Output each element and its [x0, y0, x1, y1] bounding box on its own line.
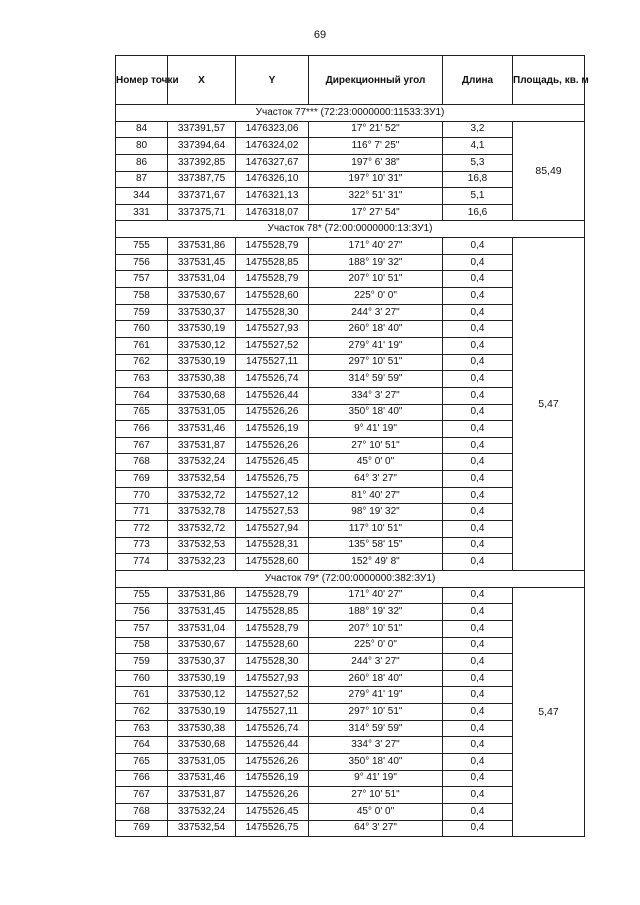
- cell-point-number: 761: [116, 337, 168, 354]
- cell-y-coordinate: 1475528,30: [236, 654, 309, 671]
- cell-length: 0,4: [443, 238, 513, 255]
- cell-point-number: 755: [116, 238, 168, 255]
- cell-point-number: 766: [116, 770, 168, 787]
- cell-length: 0,4: [443, 770, 513, 787]
- cell-x-coordinate: 337532,72: [168, 521, 236, 538]
- cell-y-coordinate: 1476327,67: [236, 154, 309, 171]
- cell-bearing: 297° 10' 51": [309, 354, 443, 371]
- cell-point-number: 769: [116, 471, 168, 488]
- cell-length: 0,4: [443, 604, 513, 621]
- cell-x-coordinate: 337530,68: [168, 387, 236, 404]
- cell-area: 5,47: [513, 587, 585, 837]
- cell-y-coordinate: 1475528,79: [236, 238, 309, 255]
- cell-length: 0,4: [443, 554, 513, 571]
- cell-point-number: 758: [116, 637, 168, 654]
- cell-length: 0,4: [443, 637, 513, 654]
- table-row: [116, 587, 585, 604]
- cell-point-number: 331: [116, 204, 168, 221]
- cell-y-coordinate: 1475526,45: [236, 454, 309, 471]
- cell-length: 0,4: [443, 704, 513, 721]
- cell-point-number: 86: [116, 154, 168, 171]
- cell-x-coordinate: 337531,86: [168, 238, 236, 255]
- cell-length: 0,4: [443, 288, 513, 305]
- cell-length: 0,4: [443, 471, 513, 488]
- cell-bearing: 152° 49' 8": [309, 554, 443, 571]
- cell-y-coordinate: 1475528,60: [236, 554, 309, 571]
- cell-area: 85,49: [513, 121, 585, 221]
- cell-point-number: 772: [116, 521, 168, 538]
- cell-y-coordinate: 1475527,12: [236, 487, 309, 504]
- cell-y-coordinate: 1476318,07: [236, 204, 309, 221]
- table-row: [116, 121, 585, 138]
- cell-bearing: 17° 27' 54": [309, 204, 443, 221]
- cell-y-coordinate: 1475527,53: [236, 504, 309, 521]
- cell-bearing: 188° 19' 32": [309, 254, 443, 271]
- cell-bearing: 116° 7' 25": [309, 138, 443, 155]
- cell-point-number: 760: [116, 321, 168, 338]
- cell-y-coordinate: 1475527,93: [236, 670, 309, 687]
- cell-x-coordinate: 337375,71: [168, 204, 236, 221]
- cell-length: 0,4: [443, 254, 513, 271]
- cell-bearing: 244° 3' 27": [309, 304, 443, 321]
- cell-y-coordinate: 1475526,74: [236, 371, 309, 388]
- cell-length: 0,4: [443, 720, 513, 737]
- cell-x-coordinate: 337394,64: [168, 138, 236, 155]
- cell-point-number: 87: [116, 171, 168, 188]
- cell-y-coordinate: 1475526,44: [236, 387, 309, 404]
- cell-length: 0,4: [443, 654, 513, 671]
- cell-x-coordinate: 337530,19: [168, 354, 236, 371]
- cell-x-coordinate: 337532,24: [168, 454, 236, 471]
- cell-y-coordinate: 1475526,75: [236, 471, 309, 488]
- cell-point-number: 769: [116, 820, 168, 837]
- cell-y-coordinate: 1476326,10: [236, 171, 309, 188]
- cell-length: 0,4: [443, 304, 513, 321]
- cell-length: 0,4: [443, 787, 513, 804]
- cell-y-coordinate: 1475528,79: [236, 271, 309, 288]
- cell-bearing: 314° 59' 59": [309, 720, 443, 737]
- cell-length: 0,4: [443, 321, 513, 338]
- cell-bearing: 9° 41' 19": [309, 421, 443, 438]
- cell-point-number: 760: [116, 670, 168, 687]
- cell-point-number: 763: [116, 371, 168, 388]
- cell-point-number: 755: [116, 587, 168, 604]
- cell-bearing: 297° 10' 51": [309, 704, 443, 721]
- cell-bearing: 279° 41' 19": [309, 687, 443, 704]
- cell-x-coordinate: 337532,78: [168, 504, 236, 521]
- section-header-row: [116, 221, 585, 238]
- cell-y-coordinate: 1475526,19: [236, 421, 309, 438]
- cell-bearing: 17° 21' 52": [309, 121, 443, 138]
- cell-y-coordinate: 1475526,44: [236, 737, 309, 754]
- cell-y-coordinate: 1475527,52: [236, 337, 309, 354]
- cell-y-coordinate: 1476321,13: [236, 188, 309, 205]
- cell-bearing: 45° 0' 0": [309, 803, 443, 820]
- cell-point-number: 765: [116, 753, 168, 770]
- cell-y-coordinate: 1475528,30: [236, 304, 309, 321]
- header-x: X: [168, 56, 236, 105]
- section-title: Участок 79* (72:00:0000000:382:ЗУ1): [116, 570, 585, 587]
- cell-length: 0,4: [443, 437, 513, 454]
- cell-x-coordinate: 337531,87: [168, 787, 236, 804]
- cell-x-coordinate: 337531,45: [168, 604, 236, 621]
- cell-point-number: 757: [116, 620, 168, 637]
- cell-y-coordinate: 1475528,31: [236, 537, 309, 554]
- cell-bearing: 197° 10' 31": [309, 171, 443, 188]
- cell-bearing: 322° 51' 31": [309, 188, 443, 205]
- header-row: [116, 56, 585, 105]
- cell-length: 0,4: [443, 487, 513, 504]
- cell-y-coordinate: 1475526,45: [236, 803, 309, 820]
- cell-point-number: 763: [116, 720, 168, 737]
- cell-length: 0,4: [443, 587, 513, 604]
- cell-bearing: 260° 18' 40": [309, 670, 443, 687]
- header-area: Площадь, кв. м: [513, 56, 585, 105]
- cell-length: 0,4: [443, 371, 513, 388]
- cell-bearing: 64° 3' 27": [309, 471, 443, 488]
- cell-x-coordinate: 337531,05: [168, 753, 236, 770]
- cell-length: 0,4: [443, 337, 513, 354]
- cell-x-coordinate: 337531,87: [168, 437, 236, 454]
- cell-point-number: 768: [116, 803, 168, 820]
- cell-x-coordinate: 337530,38: [168, 371, 236, 388]
- cell-x-coordinate: 337531,46: [168, 770, 236, 787]
- cell-bearing: 188° 19' 32": [309, 604, 443, 621]
- cell-bearing: 98° 19' 32": [309, 504, 443, 521]
- cell-length: 3,2: [443, 121, 513, 138]
- cell-bearing: 244° 3' 27": [309, 654, 443, 671]
- cell-x-coordinate: 337371,67: [168, 188, 236, 205]
- cell-length: 5,1: [443, 188, 513, 205]
- cell-x-coordinate: 337532,23: [168, 554, 236, 571]
- cell-point-number: 771: [116, 504, 168, 521]
- cell-length: 0,4: [443, 454, 513, 471]
- cell-bearing: 171° 40' 27": [309, 238, 443, 255]
- cell-x-coordinate: 337531,46: [168, 421, 236, 438]
- cell-point-number: 759: [116, 654, 168, 671]
- cell-x-coordinate: 337531,05: [168, 404, 236, 421]
- cell-point-number: 762: [116, 354, 168, 371]
- cell-y-coordinate: 1475528,85: [236, 254, 309, 271]
- cell-x-coordinate: 337531,86: [168, 587, 236, 604]
- page-number: 69: [313, 29, 327, 41]
- cell-length: 0,4: [443, 271, 513, 288]
- cell-x-coordinate: 337530,12: [168, 687, 236, 704]
- cell-length: 0,4: [443, 387, 513, 404]
- cell-x-coordinate: 337532,53: [168, 537, 236, 554]
- cell-bearing: 334° 3' 27": [309, 737, 443, 754]
- cell-x-coordinate: 337532,72: [168, 487, 236, 504]
- cell-bearing: 207° 10' 51": [309, 271, 443, 288]
- cell-y-coordinate: 1475526,26: [236, 787, 309, 804]
- cell-length: 0,4: [443, 737, 513, 754]
- table-row: [116, 238, 585, 255]
- cell-bearing: 171° 40' 27": [309, 587, 443, 604]
- cell-bearing: 27° 10' 51": [309, 437, 443, 454]
- cell-length: 0,4: [443, 803, 513, 820]
- cell-x-coordinate: 337387,75: [168, 171, 236, 188]
- cell-point-number: 762: [116, 704, 168, 721]
- cell-bearing: 135° 58' 15": [309, 537, 443, 554]
- cell-bearing: 27° 10' 51": [309, 787, 443, 804]
- cell-x-coordinate: 337532,54: [168, 820, 236, 837]
- cell-point-number: 80: [116, 138, 168, 155]
- cell-y-coordinate: 1475526,75: [236, 820, 309, 837]
- cell-y-coordinate: 1475527,11: [236, 704, 309, 721]
- cell-length: 0,4: [443, 354, 513, 371]
- cell-x-coordinate: 337532,24: [168, 803, 236, 820]
- cell-bearing: 81° 40' 27": [309, 487, 443, 504]
- cell-x-coordinate: 337531,45: [168, 254, 236, 271]
- cell-x-coordinate: 337531,04: [168, 271, 236, 288]
- coordinates-table: [115, 55, 589, 837]
- cell-point-number: 764: [116, 387, 168, 404]
- cell-bearing: 197° 6' 38": [309, 154, 443, 171]
- cell-length: 0,4: [443, 687, 513, 704]
- cell-length: 16,6: [443, 204, 513, 221]
- cell-bearing: 64° 3' 27": [309, 820, 443, 837]
- cell-length: 4,1: [443, 138, 513, 155]
- cell-y-coordinate: 1476323,06: [236, 121, 309, 138]
- cell-bearing: 350° 18' 40": [309, 404, 443, 421]
- header-bearing: Дирекционный угол: [309, 56, 443, 105]
- section-header-row: [116, 570, 585, 587]
- cell-length: 0,4: [443, 753, 513, 770]
- cell-point-number: 758: [116, 288, 168, 305]
- cell-bearing: 207° 10' 51": [309, 620, 443, 637]
- cell-y-coordinate: 1475528,79: [236, 587, 309, 604]
- cell-point-number: 767: [116, 787, 168, 804]
- cell-area: 5,47: [513, 238, 585, 571]
- cell-length: 16,8: [443, 171, 513, 188]
- cell-bearing: 279° 41' 19": [309, 337, 443, 354]
- cell-point-number: 768: [116, 454, 168, 471]
- cell-length: 0,4: [443, 620, 513, 637]
- cell-x-coordinate: 337530,68: [168, 737, 236, 754]
- cell-point-number: 770: [116, 487, 168, 504]
- cell-x-coordinate: 337530,19: [168, 321, 236, 338]
- cell-x-coordinate: 337530,12: [168, 337, 236, 354]
- cell-length: 0,4: [443, 521, 513, 538]
- cell-x-coordinate: 337530,37: [168, 654, 236, 671]
- cell-x-coordinate: 337530,19: [168, 670, 236, 687]
- cell-point-number: 774: [116, 554, 168, 571]
- cell-x-coordinate: 337531,04: [168, 620, 236, 637]
- cell-y-coordinate: 1475527,52: [236, 687, 309, 704]
- cell-x-coordinate: 337530,38: [168, 720, 236, 737]
- cell-x-coordinate: 337532,54: [168, 471, 236, 488]
- header-y: Y: [236, 56, 309, 105]
- table-header: [116, 56, 589, 105]
- cell-length: 0,4: [443, 404, 513, 421]
- cell-point-number: 761: [116, 687, 168, 704]
- cell-length: 0,4: [443, 820, 513, 837]
- cell-y-coordinate: 1475526,74: [236, 720, 309, 737]
- cell-length: 0,4: [443, 504, 513, 521]
- cell-y-coordinate: 1475526,26: [236, 437, 309, 454]
- cell-bearing: 45° 0' 0": [309, 454, 443, 471]
- section-header-row: [116, 105, 585, 122]
- section-title: Участок 77*** (72:23:0000000:11533:ЗУ1): [116, 105, 585, 122]
- cell-point-number: 344: [116, 188, 168, 205]
- cell-x-coordinate: 337530,67: [168, 288, 236, 305]
- cell-y-coordinate: 1475526,19: [236, 770, 309, 787]
- cell-x-coordinate: 337530,19: [168, 704, 236, 721]
- header-length: Длина: [443, 56, 513, 105]
- cell-point-number: 765: [116, 404, 168, 421]
- cell-y-coordinate: 1475526,26: [236, 753, 309, 770]
- cell-bearing: 260° 18' 40": [309, 321, 443, 338]
- section-title: Участок 78* (72:00:0000000:13:ЗУ1): [116, 221, 585, 238]
- cell-bearing: 334° 3' 27": [309, 387, 443, 404]
- cell-point-number: 84: [116, 121, 168, 138]
- cell-y-coordinate: 1475528,79: [236, 620, 309, 637]
- cell-point-number: 773: [116, 537, 168, 554]
- table-body: [116, 105, 585, 837]
- cell-y-coordinate: 1475526,26: [236, 404, 309, 421]
- cell-bearing: 314° 59' 59": [309, 371, 443, 388]
- cell-point-number: 756: [116, 254, 168, 271]
- cell-y-coordinate: 1475527,93: [236, 321, 309, 338]
- cell-bearing: 117° 10' 51": [309, 521, 443, 538]
- cell-point-number: 759: [116, 304, 168, 321]
- cell-length: 0,4: [443, 670, 513, 687]
- cell-y-coordinate: 1475527,11: [236, 354, 309, 371]
- header-point-number: Номер точки: [116, 56, 168, 105]
- cell-length: 0,4: [443, 421, 513, 438]
- cell-point-number: 764: [116, 737, 168, 754]
- cell-point-number: 757: [116, 271, 168, 288]
- cell-y-coordinate: 1476324,02: [236, 138, 309, 155]
- cell-bearing: 225° 0' 0": [309, 637, 443, 654]
- cell-bearing: 9° 41' 19": [309, 770, 443, 787]
- cell-x-coordinate: 337391,57: [168, 121, 236, 138]
- cell-y-coordinate: 1475528,60: [236, 288, 309, 305]
- cell-point-number: 756: [116, 604, 168, 621]
- cell-bearing: 225° 0' 0": [309, 288, 443, 305]
- cell-y-coordinate: 1475528,60: [236, 637, 309, 654]
- cell-point-number: 767: [116, 437, 168, 454]
- cell-length: 5,3: [443, 154, 513, 171]
- cell-x-coordinate: 337392,85: [168, 154, 236, 171]
- cell-y-coordinate: 1475528,85: [236, 604, 309, 621]
- cell-x-coordinate: 337530,37: [168, 304, 236, 321]
- cell-bearing: 350° 18' 40": [309, 753, 443, 770]
- cell-length: 0,4: [443, 537, 513, 554]
- cell-y-coordinate: 1475527,94: [236, 521, 309, 538]
- cell-x-coordinate: 337530,67: [168, 637, 236, 654]
- cell-point-number: 766: [116, 421, 168, 438]
